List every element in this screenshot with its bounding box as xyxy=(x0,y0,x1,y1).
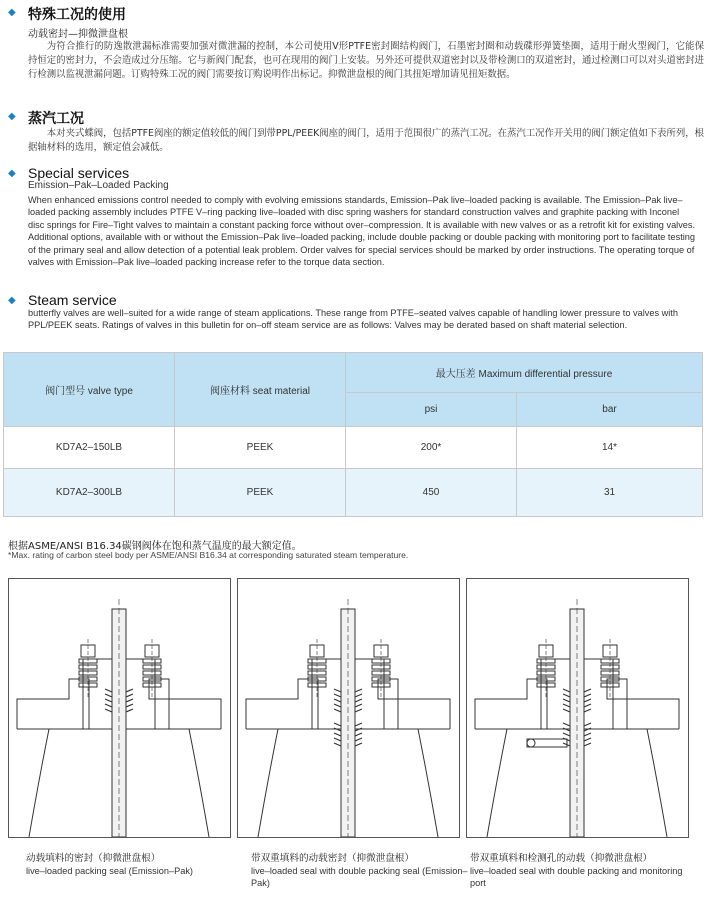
diamond-bullet-icon: ◆ xyxy=(8,111,16,122)
figure-caption xyxy=(26,853,244,877)
header-valve-type: 阀门型号 valve type xyxy=(4,353,175,427)
header-seat-material: 阀座材料 seat material xyxy=(175,353,346,427)
cell-valve-type: KD7A2–150LB xyxy=(4,427,175,469)
header-max-pressure: 最大压差 Maximum differential pressure xyxy=(346,353,703,393)
caption-en: live–loaded seal with double packing seal (Emission–Pak) xyxy=(251,866,468,888)
cell-seat: PEEK xyxy=(175,427,346,469)
section-body: 为符合推行的防逸散泄漏标准需要加强对微泄漏的控制，本公司使用V形PTFE密封圈结构阀门，石墨密封圈和动载碟形弹簧垫圈，适用于耐火型阀门，它能保持恒定的密封力，不会造成过分压缩。它与新阀门配套，也可在现用的阀门上安装。另外还可提供双道密封以及带检测口的双道密封，通过检测口可以对头道密封进行检测以监视泄漏问题。订购特殊工况的阀门需要按订购说明作出标记。抑微泄盘根的阀门其扭矩增加请见扭矩数据。 xyxy=(28,41,704,80)
cell-psi: 200* xyxy=(346,427,517,469)
valve-packing-drawing xyxy=(238,579,459,837)
table-row xyxy=(4,427,703,469)
figure-live-loaded-packing xyxy=(8,578,231,838)
caption-en: live–loaded packing seal (Emission–Pak) xyxy=(26,866,193,876)
cell-bar: 14* xyxy=(517,427,703,469)
table-row xyxy=(4,469,703,517)
caption-en: live–loaded seal with double packing and monitoring port xyxy=(470,866,683,888)
section-body: butterfly valves are well–suited for a wide range of steam applications. These range from PTFE–seated valves capable of handling lower pressure to valves with PPL/PEEK seats. Ratings of valves in this bulletin for on–off steam service are as follows: Valves may be derated based on shaft material selection. xyxy=(28,308,678,331)
figure-caption xyxy=(251,853,469,889)
diamond-bullet-icon: ◆ xyxy=(8,295,16,306)
cell-seat: PEEK xyxy=(175,469,346,517)
cell-bar: 31 xyxy=(517,469,703,517)
port-plug xyxy=(527,739,535,747)
header-psi: psi xyxy=(346,393,517,427)
caption-zh: 带双重填料和检测孔的动载（抑微泄盘根） xyxy=(470,853,653,864)
footnote-en: *Max. rating of carbon steel body per ASME/ANSI B16.34 at corresponding saturated steam temperature. xyxy=(8,550,409,560)
cell-valve-type: KD7A2–300LB xyxy=(4,469,175,517)
section-subtitle: 动载密封—抑微泄盘根 xyxy=(28,29,128,40)
diamond-bullet-icon: ◆ xyxy=(8,168,16,179)
pressure-rating-table xyxy=(3,352,703,517)
monitoring-port xyxy=(527,739,567,747)
section-body: When enhanced emissions control needed to comply with evolving emissions standards, Emission–Pak live–loaded packing is available. The Emission–Pak live–loaded packing assembly includes PTFE V–ring packing live–loaded with disc spring washers for standard construction valves and graphite packing with Inconel disc springs for Fire–Tight valves to maintain a constant packing force without over–compression. It is available with new valves or as a retrofit kit for existing valves. Additional options, available with or without the Emission–Pak live–loaded packing, include double packing or double packing with monitoring port to facilitate testing of the primary seal and allow detection of a potential leak problem. Order valves for special services should be marked by order instructions. The operating torque of valves with Emission–Pak live–loaded packing increase refer to the torque data section. xyxy=(28,195,696,268)
section-subtitle: Emission–Pak–Loaded Packing xyxy=(28,180,169,191)
section-title: 特殊工况的使用 xyxy=(28,7,126,23)
cell-psi: 450 xyxy=(346,469,517,517)
valve-packing-drawing xyxy=(467,579,688,837)
figure-caption xyxy=(470,853,688,889)
section-body: 本对夹式蝶阀，包括PTFE阀座的额定值较低的阀门到带PPL/PEEK阀座的阀门，适用于范围很广的蒸汽工况。在蒸汽工况作开关用的阀门额定值如下表所列，根据轴材料的选用，额定值会减低。 xyxy=(28,128,704,153)
caption-zh: 带双重填料的动载密封（抑微泄盘根） xyxy=(251,853,415,864)
valve-packing-drawing xyxy=(9,579,230,837)
header-bar: bar xyxy=(517,393,703,427)
section-title: Special services xyxy=(28,165,130,181)
section-title: 蒸汽工况 xyxy=(28,111,84,127)
footnote-zh: 根据ASME/ANSI B16.34碳钢阀体在饱和蒸气温度的最大额定值。 xyxy=(8,541,302,552)
caption-zh: 动载填料的密封（抑微泄盘根） xyxy=(26,853,161,864)
figure-double-packing-port xyxy=(466,578,689,838)
figure-double-packing xyxy=(237,578,460,838)
diamond-bullet-icon: ◆ xyxy=(8,7,16,18)
section-title: Steam service xyxy=(28,292,117,308)
